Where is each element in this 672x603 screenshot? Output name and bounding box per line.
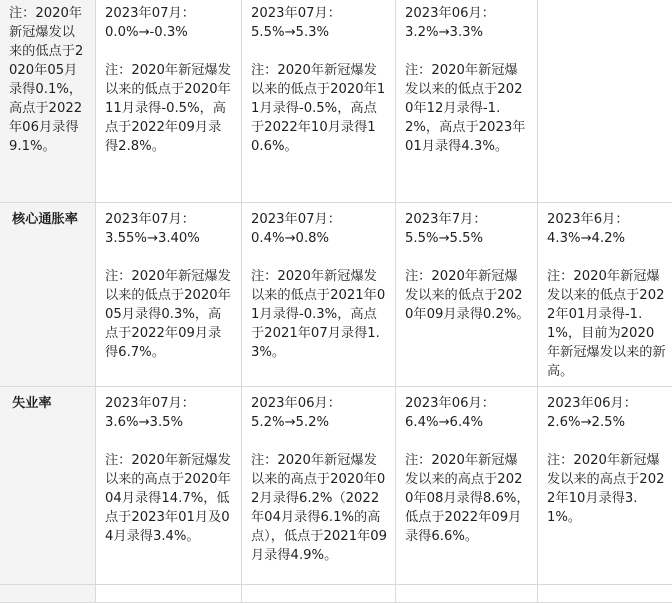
table-cell: [0, 0, 96, 203]
cell-note: 注：2020年新冠爆发以来的高点于2020年08月录得8.6%，低点于2022年09月录得6.6%。: [405, 451, 530, 546]
cell-note: 注：2020年新冠爆发以来的低点于2020年12月录得-1.2%，高点于2023年01月录得4.3%。: [405, 61, 530, 156]
table-cell: [396, 585, 538, 603]
table-cell: [538, 387, 672, 585]
cell-value: 2023年07月： 0.0%→-0.3%: [105, 4, 234, 42]
cell-note: 注：2020年新冠爆发以来的高点于2020年04月录得14.7%，低点于2023年01月及04月录得3.4%。: [105, 451, 234, 546]
cell-note: 注：2020年新冠爆发以来的低点于2020年11月录得-0.5%，高点于2022年09月录得2.8%。: [105, 61, 234, 156]
table-row: [0, 203, 672, 387]
cell-value: 2023年6月： 4.3%→4.2%: [547, 210, 666, 248]
table-cell: [396, 387, 538, 585]
row-label: 失业率: [0, 387, 96, 585]
cell-value: 2023年06月： 2.6%→2.5%: [547, 394, 666, 432]
table-cell: [242, 203, 396, 387]
cell-note: 注：2020年新冠爆发以来的低点于2020年05月录得0.3%，高点于2022年09月录得6.7%。: [105, 267, 234, 362]
cell-value: 2023年07月： 0.4%→0.8%: [251, 210, 388, 248]
cell-note: 注：2020年新冠爆发以来的低点于2020年09月录得0.2%。: [405, 267, 530, 324]
table-cell: [396, 203, 538, 387]
cell-note: 注：2020年新冠爆发以来的低点于2020年05月录得0.1%，高点于2022年06月录得9.1%。: [9, 4, 88, 156]
cell-note: 注：2020年新冠爆发以来的高点于2022年10月录得3.1%。: [547, 451, 666, 527]
table-cell: [242, 585, 396, 603]
cell-note: 注：2020年新冠爆发以来的低点于2021年01月录得-0.3%，高点于2021年07月录得1.3%。: [251, 267, 388, 362]
cell-value: 2023年07月： 5.5%→5.3%: [251, 4, 388, 42]
table-cell: [242, 0, 396, 203]
table-cell: [96, 0, 242, 203]
cell-value: 2023年06月： 6.4%→6.4%: [405, 394, 530, 432]
table-cell: [96, 387, 242, 585]
cell-value: 2023年07月： 3.6%→3.5%: [105, 394, 234, 432]
cell-value: 2023年06月： 3.2%→3.3%: [405, 4, 530, 42]
table-cell: [396, 0, 538, 203]
cell-value: 2023年7月： 5.5%→5.5%: [405, 210, 530, 248]
table-row: [0, 585, 672, 603]
table-cell: [538, 203, 672, 387]
table-row: [0, 0, 672, 203]
table-cell: [0, 585, 96, 603]
cell-note: 注：2020年新冠爆发以来的低点于2022年01月录得-1.1%，目前为2020年新冠爆发以来的新高。: [547, 267, 666, 381]
table-row: [0, 387, 672, 585]
cell-value: 2023年07月： 3.55%→3.40%: [105, 210, 234, 248]
table-cell: [96, 203, 242, 387]
table-cell: [538, 585, 672, 603]
table-cell: [538, 0, 672, 203]
row-label: 核心通胀率: [0, 203, 96, 387]
cell-value: 2023年06月： 5.2%→5.2%: [251, 394, 388, 432]
cell-note: 注：2020年新冠爆发以来的高点于2020年02月录得6.2%（2022年04月录得6.1%的高点），低点于2021年09月录得4.9%。: [251, 451, 388, 565]
table-cell: [96, 585, 242, 603]
table-cell: [242, 387, 396, 585]
cell-note: 注：2020年新冠爆发以来的低点于2020年11月录得-0.5%，高点于2022年10月录得10.6%。: [251, 61, 388, 156]
